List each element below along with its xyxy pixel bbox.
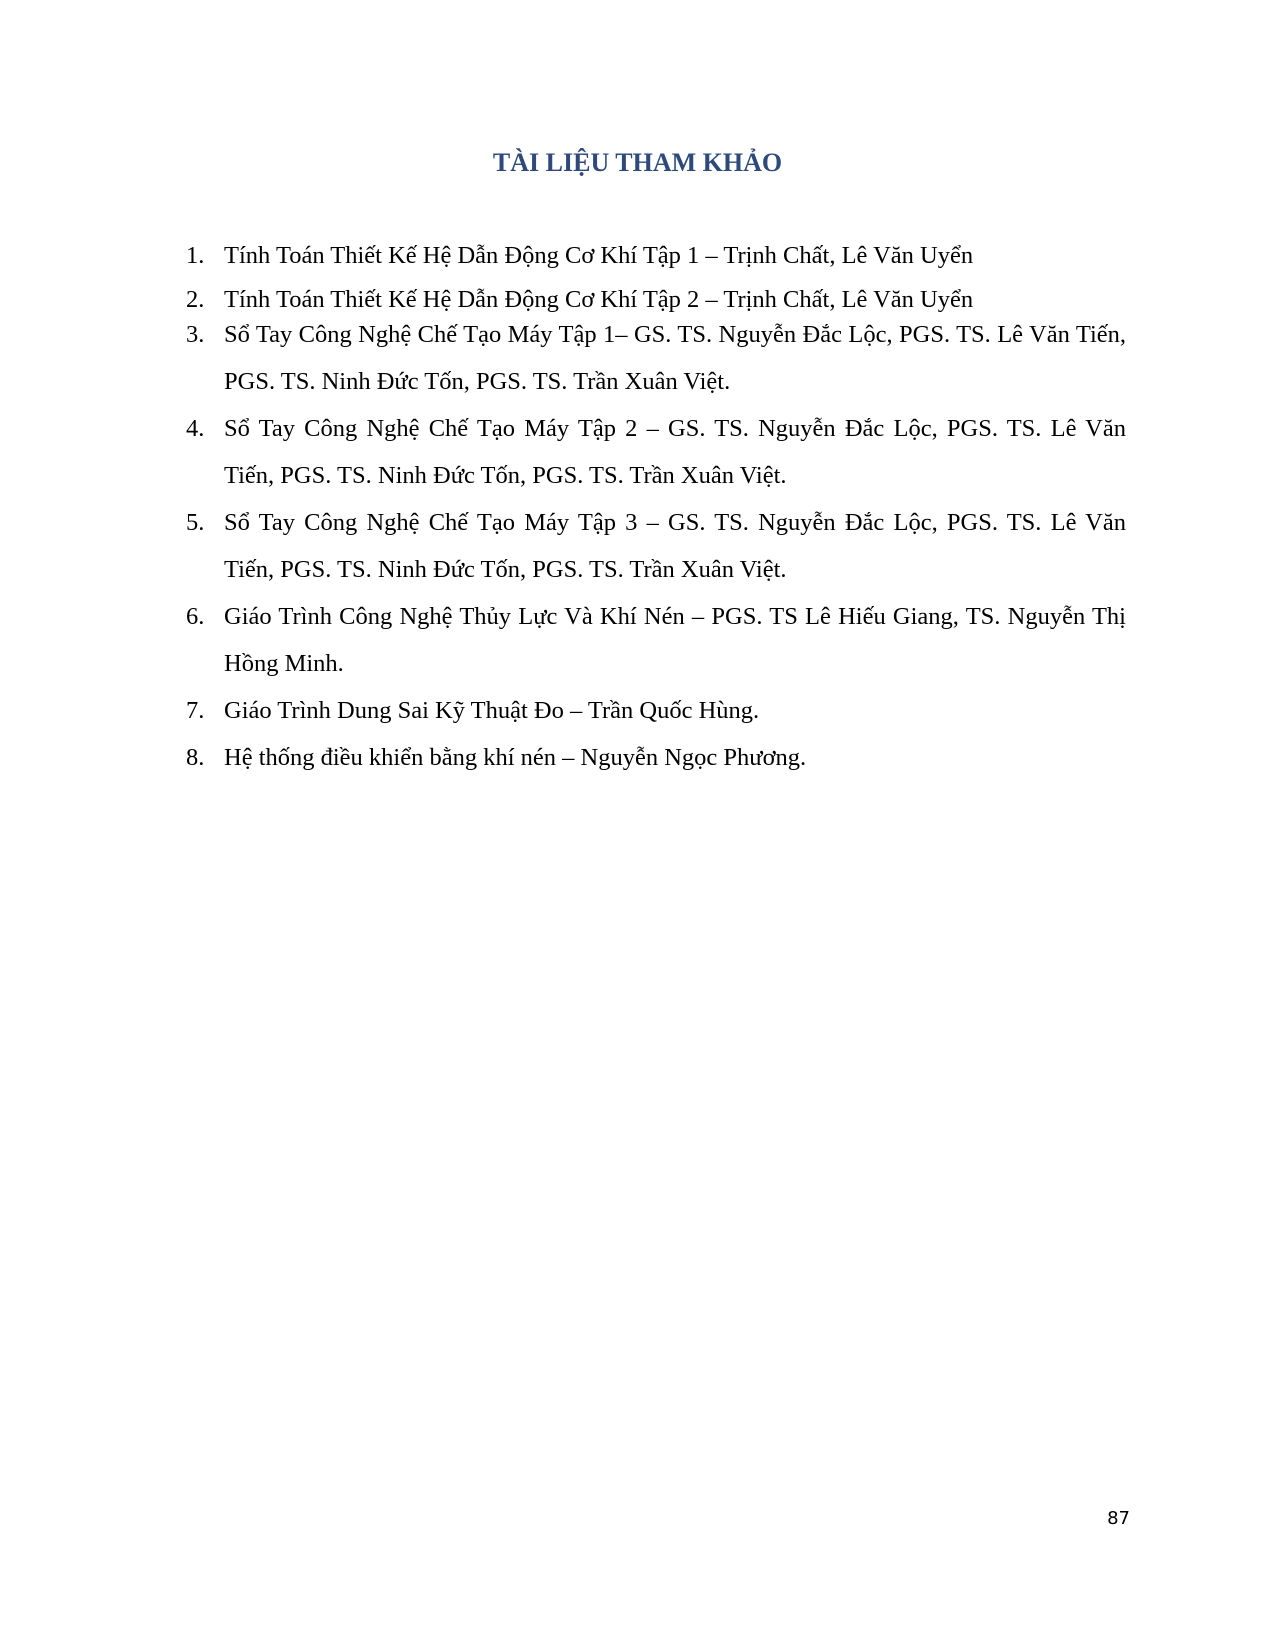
reference-text: Giáo Trình Dung Sai Kỹ Thuật Đo – Trần Quốc Hùng.: [224, 697, 760, 724]
reference-text: Tính Toán Thiết Kế Hệ Dẫn Động Cơ Khí Tập 2 – Trịnh Chất, Lê Văn Uyển: [224, 286, 974, 313]
reference-item: [186, 232, 1126, 279]
reference-item: [186, 593, 1126, 687]
reference-item: [186, 311, 1126, 405]
reference-item: [186, 499, 1126, 593]
reference-text: Tính Toán Thiết Kế Hệ Dẫn Động Cơ Khí Tập 1 – Trịnh Chất, Lê Văn Uyển: [224, 242, 974, 269]
reference-text: Sổ Tay Công Nghệ Chế Tạo Máy Tập 3 – GS. TS. Nguyễn Đắc Lộc, PGS. TS. Lê Văn Tiến, PGS. TS. Ninh Đức Tốn, PGS. TS. Trần Xuân Việt.: [224, 509, 1126, 583]
reference-number: 3.: [186, 321, 205, 348]
reference-number: 4.: [186, 415, 205, 442]
reference-text: Sổ Tay Công Nghệ Chế Tạo Máy Tập 2 – GS. TS. Nguyễn Đắc Lộc, PGS. TS. Lê Văn Tiến, PGS. TS. Ninh Đức Tốn, PGS. TS. Trần Xuân Việt.: [224, 415, 1126, 489]
reference-number: 8.: [186, 744, 205, 771]
page-title: TÀI LIỆU THAM KHẢO: [492, 148, 783, 177]
reference-number: 7.: [186, 697, 205, 724]
reference-number: 1.: [186, 242, 205, 269]
page-number: 87: [1107, 1508, 1130, 1529]
reference-number: 6.: [186, 603, 205, 630]
reference-number: 2.: [186, 286, 205, 313]
reference-item: [186, 734, 1126, 781]
reference-item: [186, 405, 1126, 499]
reference-number: 5.: [186, 509, 205, 536]
reference-text: Hệ thống điều khiển bằng khí nén – Nguyễn Ngọc Phương.: [224, 744, 807, 771]
reference-item: [186, 687, 1126, 734]
reference-text: Giáo Trình Công Nghệ Thủy Lực Và Khí Nén – PGS. TS Lê Hiếu Giang, TS. Nguyễn Thị Hồng Minh.: [224, 603, 1126, 677]
reference-text: Sổ Tay Công Nghệ Chế Tạo Máy Tập 1– GS. TS. Nguyễn Đắc Lộc, PGS. TS. Lê Văn Tiến, PGS. TS. Ninh Đức Tốn, PGS. TS. Trần Xuân Việt.: [224, 321, 1126, 395]
reference-list: [186, 232, 1126, 781]
